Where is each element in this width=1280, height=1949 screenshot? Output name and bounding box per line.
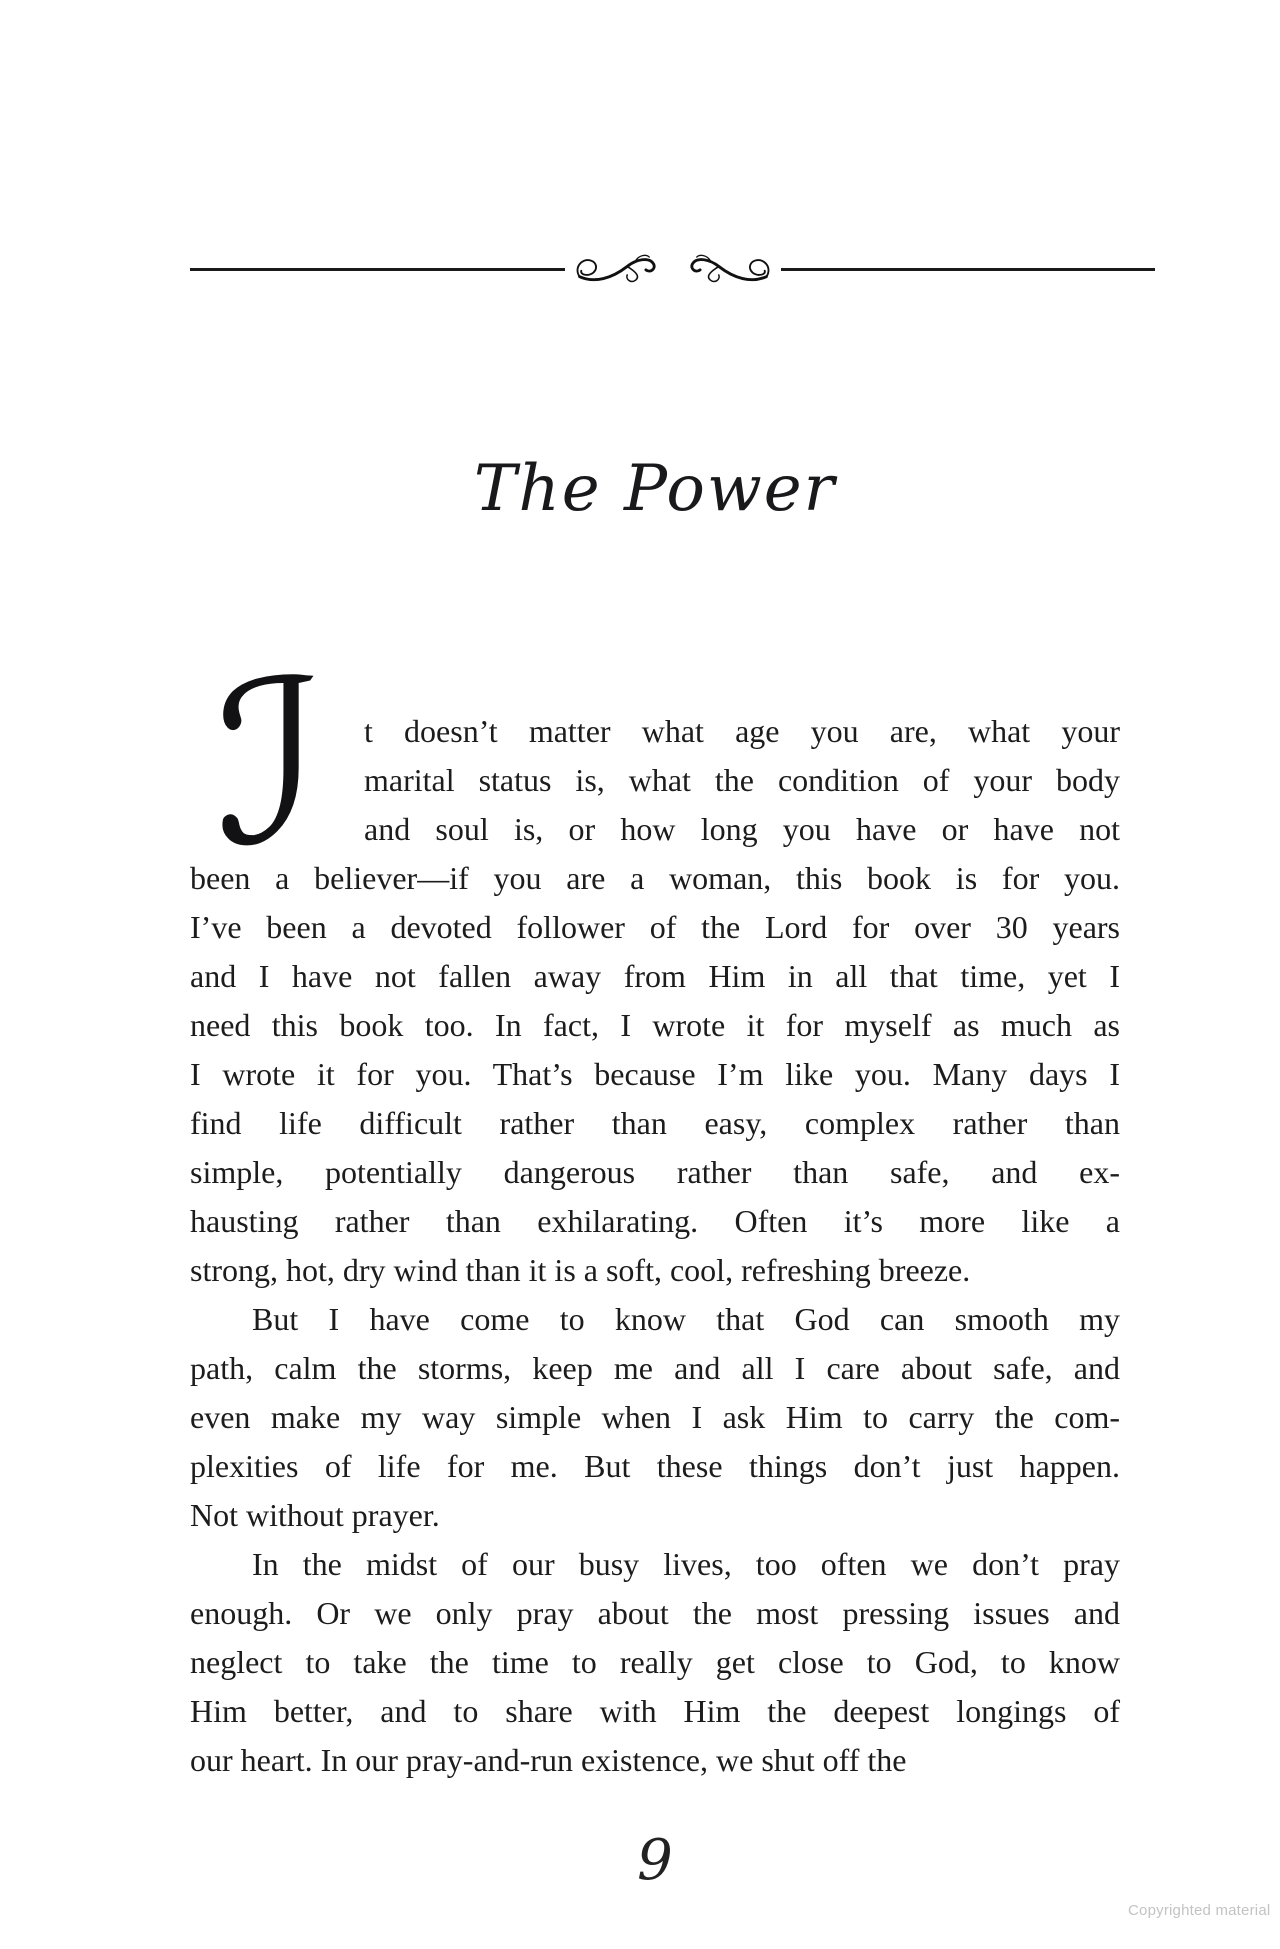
text-line: and I have not fallen away from Him in all that time, yet I xyxy=(190,958,1120,994)
text-line: I’ve been a devoted follower of the Lord for over 30 years xyxy=(190,909,1120,945)
paragraph-1 xyxy=(190,633,1120,1295)
text-line: But I have come to know that God can smooth my xyxy=(252,1301,1120,1337)
text-line: neglect to take the time to really get close to God, to know xyxy=(190,1644,1120,1680)
text-line: marital status is, what the condition of your body xyxy=(364,762,1120,798)
text-line: t doesn’t matter what age you are, what your xyxy=(364,713,1120,749)
text-line: and soul is, or how long you have or have not xyxy=(364,811,1120,847)
text-line: Not without prayer. xyxy=(190,1497,440,1533)
page-number: 9 xyxy=(637,1828,673,1893)
text-line: path, calm the storms, keep me and all I care about safe, and xyxy=(190,1350,1120,1386)
text-line: need this book too. In fact, I wrote it for myself as much as xyxy=(190,1007,1120,1043)
flourish-left-icon xyxy=(573,252,661,286)
body-text xyxy=(190,633,1120,1785)
text-line: strong, hot, dry wind than it is a soft, cool, refreshing breeze. xyxy=(190,1252,971,1288)
chapter-title: The Power xyxy=(473,452,837,526)
header-rule-right xyxy=(781,268,1156,271)
text-line: In the midst of our busy lives, too often we don’t pray xyxy=(252,1546,1120,1582)
text-line: hausting rather than exhilarating. Often it’s more like a xyxy=(190,1203,1120,1239)
text-line: been a believer—if you are a woman, this book is for you. xyxy=(190,860,1120,896)
copyright-watermark: Copyrighted material xyxy=(1128,1902,1271,1919)
text-line: find life difficult rather than easy, complex rather than xyxy=(190,1105,1120,1141)
drop-cap: ℐ xyxy=(215,633,323,896)
text-line: even make my way simple when I ask Him to carry the com- xyxy=(190,1399,1120,1435)
text-line: Him better, and to share with Him the deepest longings of xyxy=(190,1693,1120,1729)
text-line: simple, potentially dangerous rather than safe, and ex- xyxy=(190,1154,1120,1190)
paragraph-2 xyxy=(190,1295,1120,1540)
text-line: plexities of life for me. But these things don’t just happen. xyxy=(190,1448,1120,1484)
text-line: enough. Or we only pray about the most pressing issues and xyxy=(190,1595,1120,1631)
text-line: our heart. In our pray-and-run existence, we shut off the xyxy=(190,1742,907,1778)
header-rule-left xyxy=(190,268,565,271)
flourish-right-icon xyxy=(685,252,773,286)
paragraph-3 xyxy=(190,1540,1120,1785)
text-line: I wrote it for you. That’s because I’m like you. Many days I xyxy=(190,1056,1120,1092)
header-ornament xyxy=(190,254,1155,284)
